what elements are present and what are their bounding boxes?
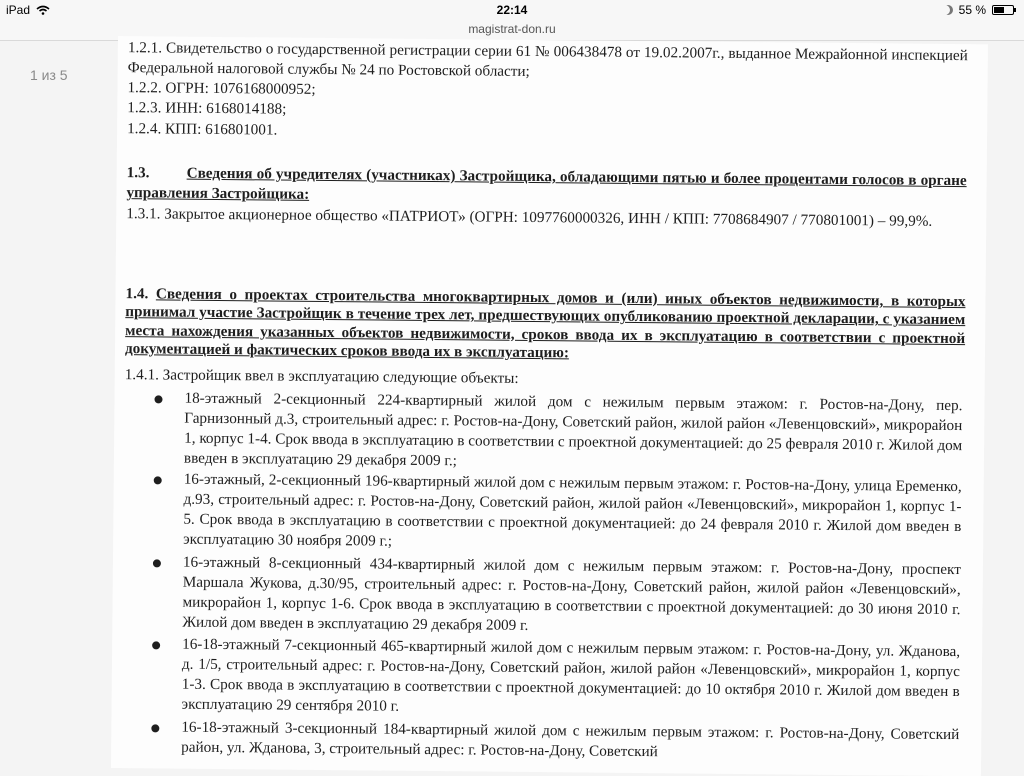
section-1-4-1: 1.4.1. Застройщик ввел в эксплуатацию следующие объекты: [124,366,519,387]
section-1-3-title: Сведения об учредителях (участниках) Застройщика, обладающими пятью и более процентами голосов в органе управления Застройщика: [126,164,967,203]
section-1-4-number: 1.4. [125,285,149,303]
section-1-4-heading [125,285,966,366]
status-time: 22:14 [496,3,528,17]
bullet-icon [154,476,162,484]
list-item: 18-этажный 2-секционный 224-квартирный жилой дом с нежилым первым этажом: г. Ростов-на-Дону, пер. Гарнизонный д.3, строительный адрес: г. Ростов-на-Дону, Советский район, жилой район «Левенцовский», микрорайон 1, корпус 1-4. Срок ввода в эксплуатацию в соответствии с проектной документацией: до 25 февраля 2010 г. Жилой дом введен в эксплуатацию 29 декабря 2009 г.; [183,389,963,470]
list-item: 16-18-этажный 7-секционный 465-квартирный жилой дом с нежилым первым этажом: г. Ростов-на-Дону, ул. Жданова, д. 1/5, строительный адрес: г. Ростов-на-Дону, Советский район, жилой район «Левенцовский», микрорайон 1, корпус 1-3. Срок ввода в эксплуатацию в соответствии с проектной документацией: до 10 октября 2010 г. Жилой дом введен в эксплуатацию 29 сентября 2010 г. [181,635,961,715]
list-item: 16-18-этажный 3-секционный 184-квартирный жилой дом с нежилым первым этажом: г. Ростов-на-Дону, Советский район, ул. Жданова, 3, строительный адрес: г. Ростов-на-Дону, Советский [181,718,960,761]
section-1-2-4: 1.2.4. КПП: 616801001. [127,120,278,139]
bullet-icon [154,395,162,403]
url-bar[interactable]: magistrat-don.ru [0,20,1024,41]
section-1-2-1: 1.2.1. Свидетельство о государственной регистрации серии 61 № 006438478 от 19.02.2007г., выданное Межрайонной инспекцией Федеральной налоговой службы № 24 по Ростовской области; [127,39,968,80]
list-item: 16-этажный, 2-секционный 196-квартирный жилой дом с нежилым первым этажом: г. Ростов-на-Дону, улица Еременко, д.93, строительный адрес: г. Ростов-на-Дону, Советский район, жилой район «Левенцовский», микрорайон 1, корпус 1-5. Срок ввода в эксплуатацию в соответствии с проектной документацией: до 24 февраля 2010 г. Жилой дом введен в эксплуатацию 30 ноября 2009 г.; [183,470,962,550]
battery-fill [994,7,1004,13]
do-not-disturb-icon [943,5,953,15]
section-1-3-1: 1.3.1. Закрытое акционерное общество «ПАТРИОТ» (ОГРН: 1097760000326, ИНН / КПП: 7708684907 / 770801001) – 99,9%. [126,205,933,230]
status-right [943,3,1014,17]
bullet-icon [152,641,160,649]
battery-icon [992,5,1014,15]
section-1-3-heading [126,163,966,211]
bullet-icon [151,724,159,732]
section-1-2-2: 1.2.2. ОГРН: 1076168000952; [127,79,316,98]
document-page [111,36,988,776]
section-1-4-title: Сведения о проектах строительства многоквартирных домов и (или) иных объектов недвижимости, в которых принимал участие Застройщик в течение трех лет, предшествующих опубликованию проектной декларации, с указанием места нахождения указанных объектов недвижимости, сроков ввода их в эксплуатацию в соответствии с проектной документацией и фактических сроков ввода их в эксплуатацию: [124,285,966,362]
bullet-icon [153,559,161,567]
page-indicator: 1 из 5 [30,67,68,83]
list-item: 16-этажный 8-секционный 434-квартирный жилой дом с нежилым первым этажом: г. Ростов-на-Дону, проспект Маршала Жукова, д.30/95, строительный адрес: г. Ростов-на-Дону, Советский район, жилой район «Левенцовский», микрорайон 1, корпус 1-6. Срок ввода в эксплуатацию в соответствии с проектной документацией: до 30 июня 2010 г. Жилой дом введен в эксплуатацию 29 декабря 2009 г. [182,553,961,634]
section-1-3-number: 1.3. [126,164,150,182]
device-name: iPad [6,3,31,17]
status-bar [0,0,1024,20]
section-1-2-3: 1.2.3. ИНН: 6168014188; [127,99,287,118]
battery-percent: 55 % [958,3,986,17]
